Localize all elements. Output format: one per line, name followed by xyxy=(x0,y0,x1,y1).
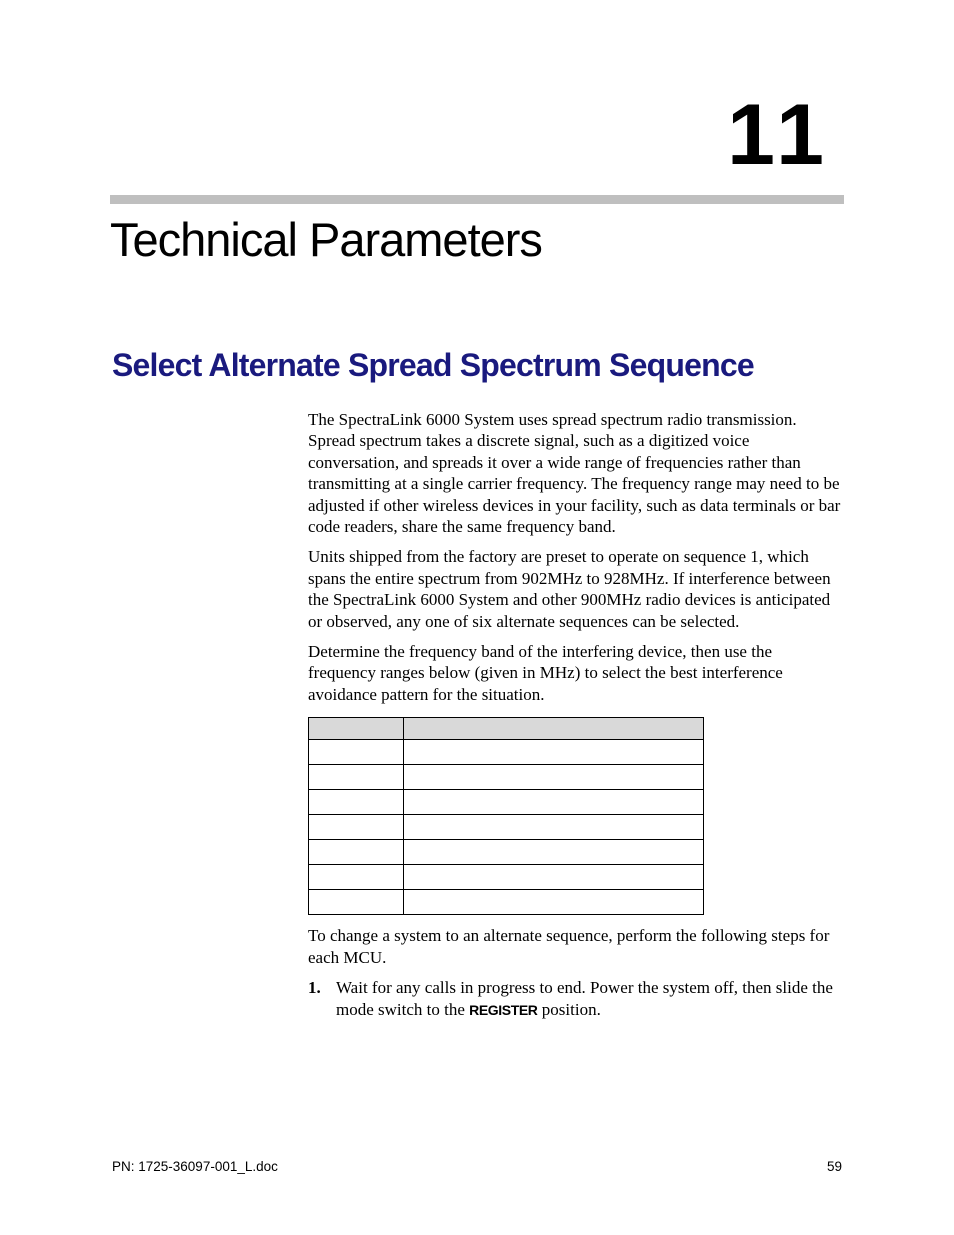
paragraph: Determine the frequency band of the interfering device, then use the frequency ranges below (given in MHz) to select the best interference avoidance pattern for the situation. xyxy=(308,642,783,704)
table-cell xyxy=(404,740,704,765)
paragraph: To change a system to an alternate sequence, perform the following steps for each MCU. xyxy=(308,926,830,967)
table-cell xyxy=(309,890,404,915)
table-cell xyxy=(309,765,404,790)
table-cell xyxy=(404,890,704,915)
table-cell xyxy=(309,740,404,765)
table-header-cell xyxy=(309,718,404,740)
table-cell xyxy=(404,765,704,790)
table-cell xyxy=(404,815,704,840)
table-cell xyxy=(404,865,704,890)
table-row xyxy=(309,740,704,765)
table-row xyxy=(309,790,704,815)
footer-doc-id: PN: 1725-36097-001_L.doc xyxy=(112,1159,278,1174)
table-row xyxy=(309,890,704,915)
chapter-number: 11 xyxy=(727,87,830,183)
table-cell xyxy=(309,865,404,890)
step-text-after: position. xyxy=(537,999,601,1019)
paragraph: Units shipped from the factory are preset to operate on sequence 1, which spans the entire spectrum from 902MHz to 928MHz. If interference between the SpectraLink 6000 System and other 900MHz radio devices is anticipated or observed, any one of six alternate sequences can be selected. xyxy=(308,547,831,631)
step-item xyxy=(308,977,842,1021)
table-header-row xyxy=(309,718,704,740)
chapter-title: Technical Parameters xyxy=(110,213,542,266)
sequence-table xyxy=(308,717,704,915)
step-text-before: Wait for any calls in progress to end. Power the system off, then slide the mode switch to the xyxy=(336,978,833,1019)
step-keyword: REGISTER xyxy=(469,1001,538,1018)
table-cell xyxy=(309,840,404,865)
table-row xyxy=(309,815,704,840)
step-text xyxy=(336,977,842,1021)
table-cell xyxy=(309,790,404,815)
body-column xyxy=(308,409,842,1021)
footer-page-number: 59 xyxy=(826,1159,842,1174)
table-header-cell xyxy=(404,718,704,740)
table-row xyxy=(309,765,704,790)
section-title: Select Alternate Spread Spectrum Sequence xyxy=(112,347,754,383)
paragraph: The SpectraLink 6000 System uses spread spectrum radio transmission. Spread spectrum takes a discrete signal, such as a digitized voice conversation, and spreads it over a wide range of frequencies rather than transmitting at a single carrier frequency. The frequency range may need to be adjusted if other wireless devices in your facility, such as data terminals or bar code readers, share the same frequency band. xyxy=(308,410,841,537)
table-row xyxy=(309,865,704,890)
table-cell xyxy=(309,815,404,840)
table-cell xyxy=(404,840,704,865)
table-cell xyxy=(404,790,704,815)
chapter-rule xyxy=(110,195,844,204)
step-number: 1. xyxy=(308,978,321,998)
table-row xyxy=(309,840,704,865)
